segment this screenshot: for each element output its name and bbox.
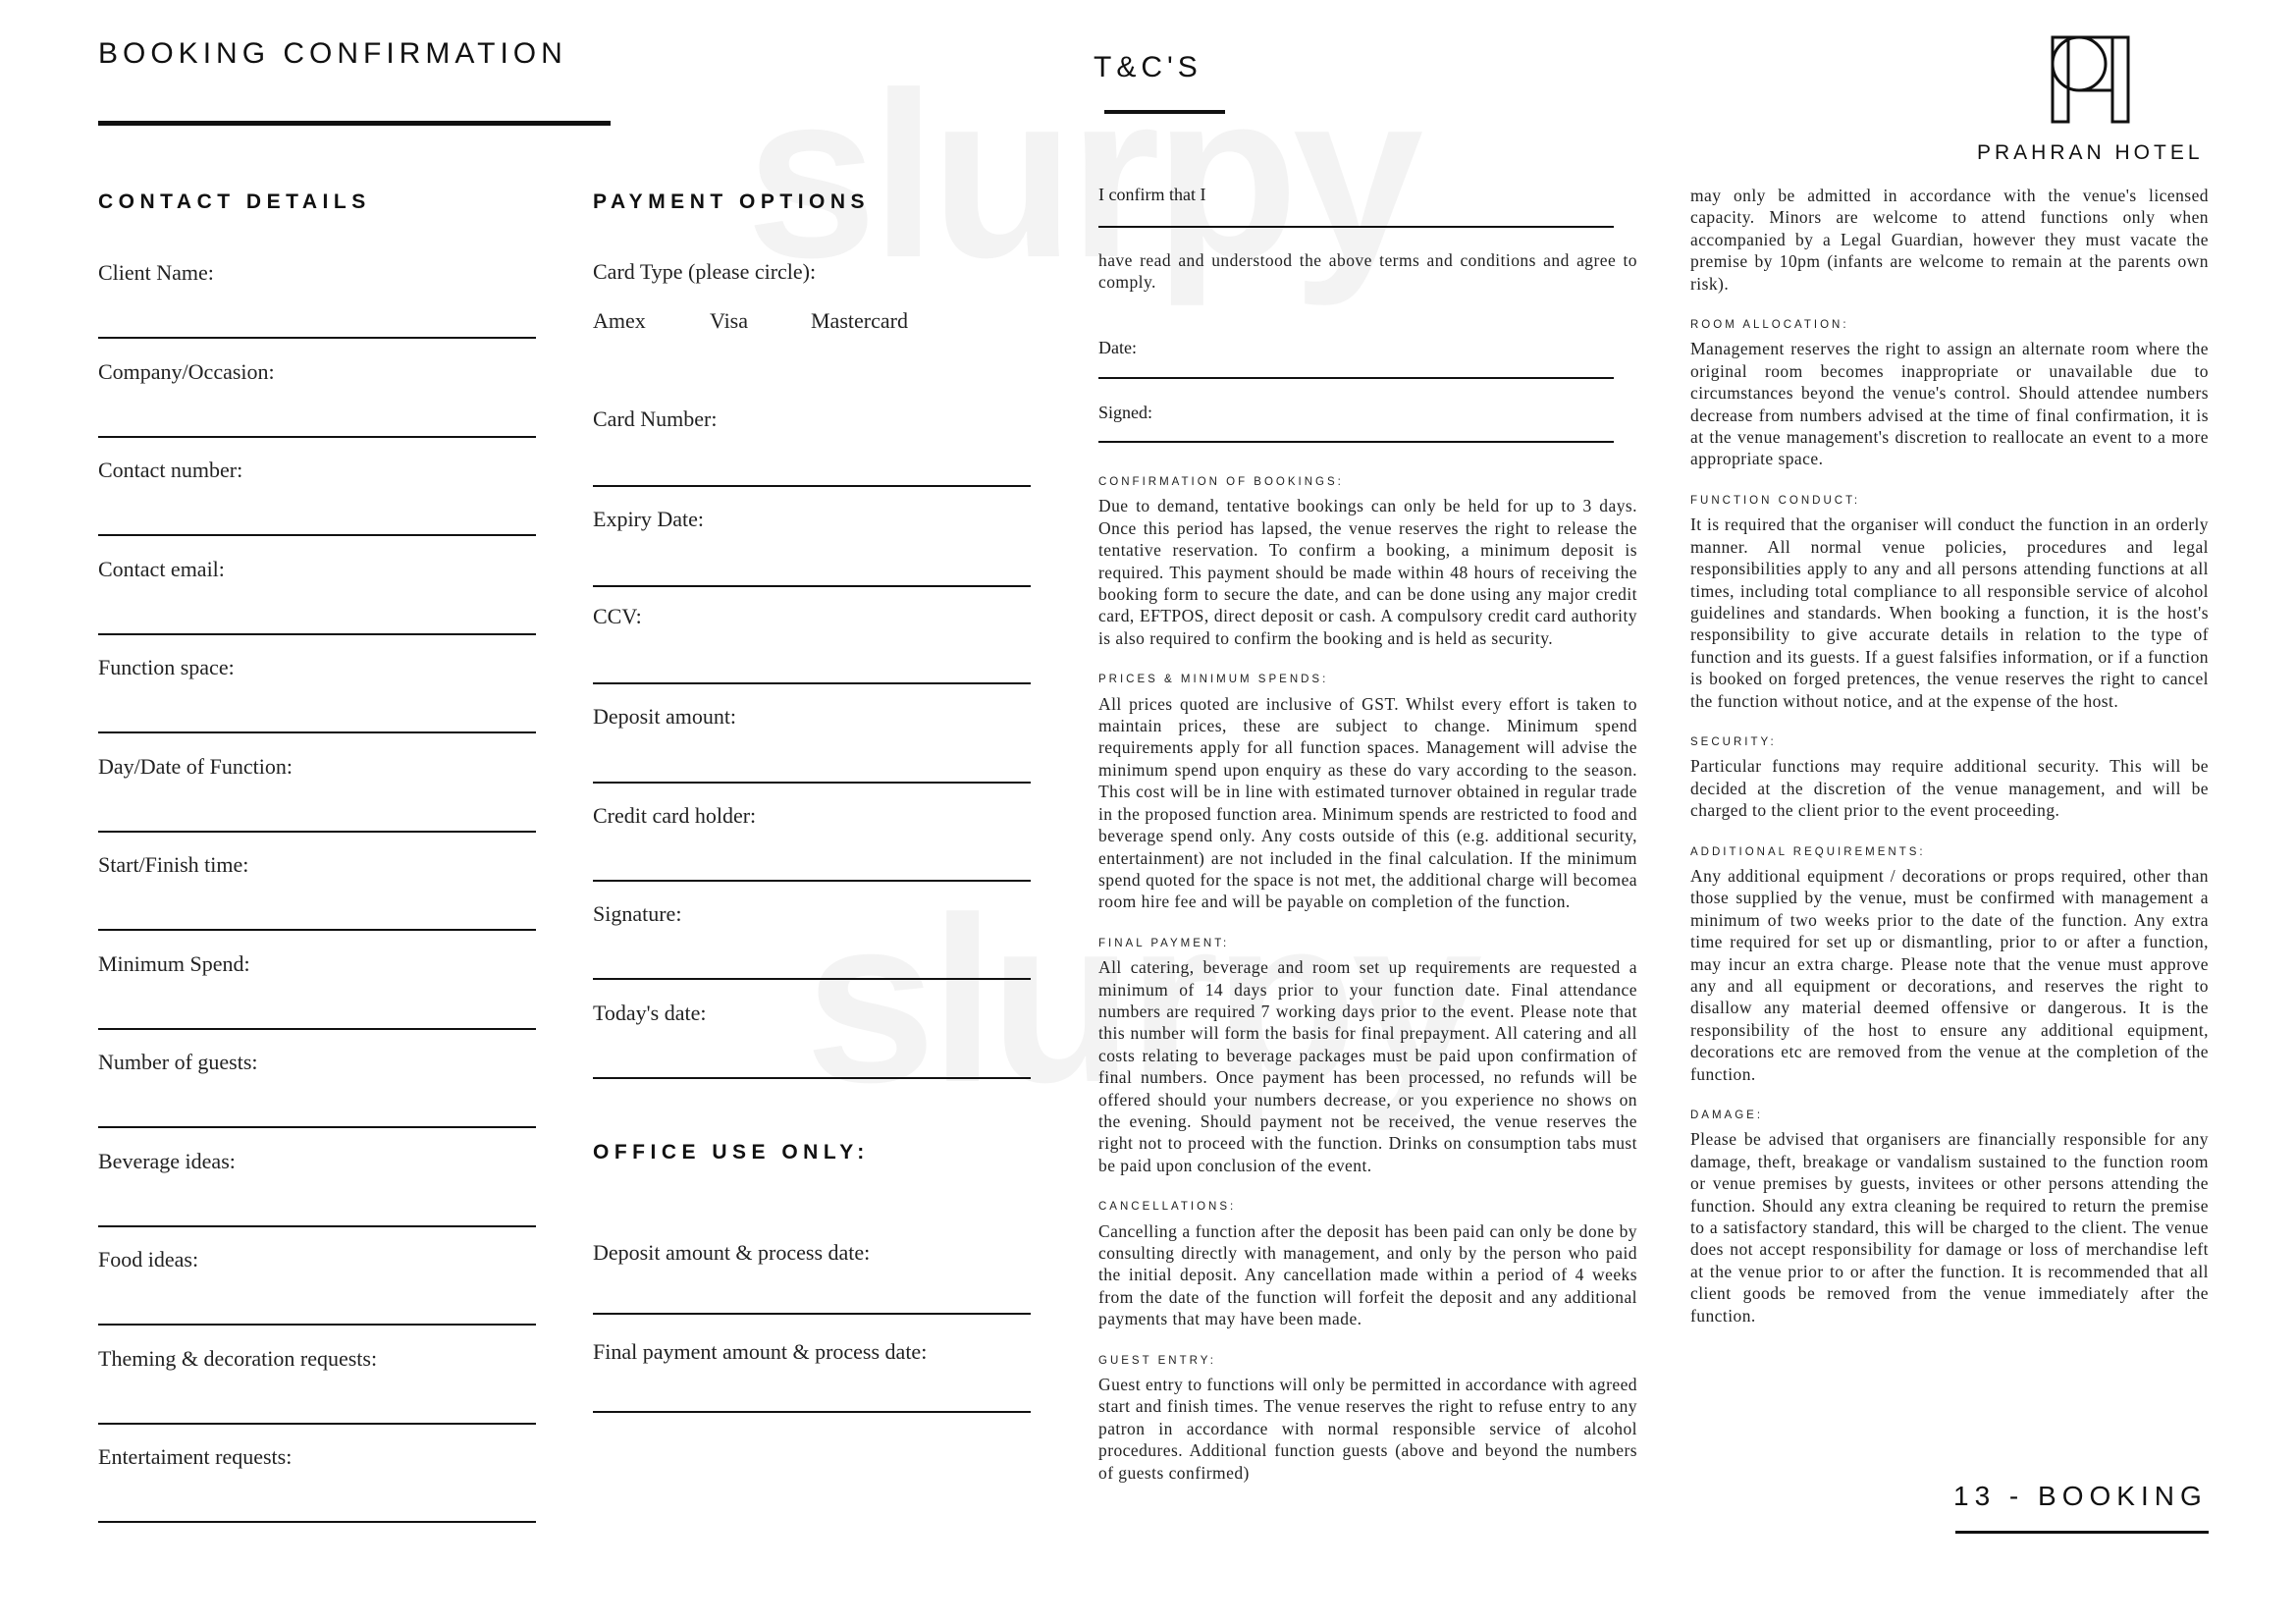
term-body: Guest entry to functions will only be permitted in accordance with agreed start and finish times. The venue reserves the right to refuse entry to any patron in accordance with normal responsible service of alcohol procedures. Additional function guests (above and beyond the numbers of guests confirmed) <box>1098 1375 1637 1483</box>
term-heading: CANCELLATIONS: <box>1098 1201 1237 1214</box>
field-line <box>98 436 536 438</box>
deposit-amount-label: Deposit amount: <box>593 704 737 729</box>
term-body: It is required that the organiser will conduct the function in an orderly manner. All normal venue policies, procedures and legal responsibilities apply to any and all persons attending functions at all times, including total compliance to all responsible service of alcohol guidelines and standards. When booking a function, it is the host's responsibility to give accurate details in relation to the type of function and its guests. If a guest falsifies information, or if a function is booked on forged pretences, the venue reserves the right to cancel the function without notice, and at the expense of the host. <box>1690 514 2209 711</box>
confirm-name-line[interactable] <box>1098 226 1614 228</box>
field-line <box>98 731 536 733</box>
tc-title: T&C'S <box>1094 51 1202 83</box>
card-option-amex[interactable]: Amex <box>593 308 646 333</box>
term-body: Particular functions may require additional security. This will be decided at the discretion of the venue management, and will be charged to the client prior to the event proceeding. <box>1690 756 2209 821</box>
number-of-guests-field[interactable] <box>98 1050 536 1149</box>
signature-line[interactable] <box>593 978 1031 980</box>
agreement-signed-line[interactable] <box>1098 441 1614 443</box>
term-heading: ADDITIONAL REQUIREMENTS: <box>1690 845 1926 858</box>
page-title: BOOKING CONFIRMATION <box>98 37 567 70</box>
payment-heading: PAYMENT OPTIONS <box>593 190 871 213</box>
company-occasion-field[interactable] <box>98 359 536 459</box>
field-line <box>98 1225 536 1227</box>
expiry-date-label: Expiry Date: <box>593 507 705 531</box>
terms-column-left <box>1098 452 1637 1484</box>
field-label: Beverage ideas: <box>98 1148 236 1173</box>
field-line <box>98 337 536 339</box>
field-line <box>98 1126 536 1128</box>
field-label: Food ideas: <box>98 1247 199 1272</box>
office-use-heading: OFFICE USE ONLY: <box>593 1141 870 1164</box>
field-label: Company/Occasion: <box>98 358 275 384</box>
term-body: All prices quoted are inclusive of GST. Whilst every effort is taken to maintain prices, these are subject to change. Minimum spend requirements apply for all function spaces. Management will advise the minimum spend upon enquiry as these do vary according to the season. This cost will be in line with estimated turnover obtained in regular trade in the proposed function area. Minimum spends are restricted to food and beverage spend only. Any costs outside of this (e.g. additional security, entertainment) are not included in the final calculation. If the minimum spend quoted for the space is not met, the additional charge will becomea room hire fee and will be payable on completion of the function. <box>1098 693 1637 912</box>
signature-label: Signature: <box>593 901 682 926</box>
field-line <box>98 1521 536 1523</box>
contact-heading: CONTACT DETAILS <box>98 190 371 213</box>
field-line <box>98 534 536 536</box>
card-number-line[interactable] <box>593 485 1031 487</box>
prahran-logo-icon <box>2050 35 2138 124</box>
term-heading: SECURITY: <box>1690 735 1777 748</box>
field-label: Contact email: <box>98 556 225 581</box>
field-label: Contact number: <box>98 458 243 482</box>
final-payment-date-line[interactable] <box>593 1411 1031 1413</box>
field-line <box>98 1423 536 1425</box>
term-body: Please be advised that organisers are financially responsible for any damage, theft, breakage or vandalism sustained to the function room or venue premises by guests, invitees or other persons attending the function. Should any extra cleaning be required to return the premise to a satisfactory standard, this will be charged to the client. The venue does not accept responsibility for damage or loss of merchandise left at the venue prior to or after the function. It is recommended that all client goods be removed from the venue immediately after the function. <box>1690 1129 2209 1326</box>
term-heading: PRICES & MINIMUM SPENDS: <box>1098 674 1329 686</box>
page-label: 13 - BOOKING <box>1953 1481 2208 1511</box>
card-option-visa[interactable]: Visa <box>710 308 749 333</box>
term-heading: FINAL PAYMENT: <box>1098 937 1230 949</box>
field-label: Entertaiment requests: <box>98 1444 293 1469</box>
ccv-label: CCV: <box>593 604 642 628</box>
term-body: Management reserves the right to assign an alternate room where the original room becomes inappropriate or unavailable due to circumstances beyond the venue's control. Should attendee numbers decrease from numbers advised at the time of final confirmation, it is at the venue management's discretion to reallocate an event to a more appropriate space. <box>1690 339 2209 469</box>
term-heading: CONFIRMATION OF BOOKINGS: <box>1098 476 1344 488</box>
contact-email-field[interactable] <box>98 557 536 656</box>
agreement-date-label: Date: <box>1098 338 1137 357</box>
card-holder-line[interactable] <box>593 880 1031 882</box>
field-line <box>98 831 536 833</box>
field-label: Minimum Spend: <box>98 950 250 976</box>
term-heading: DAMAGE: <box>1690 1110 1764 1122</box>
terms-column-right <box>1690 185 2209 1326</box>
term-body: Cancelling a function after the deposit has been paid can only be done by consulting directly with management, and only by the person who paid the initial deposit. Any cancellation made within a period of 4 weeks from the date of the function will forfeit the deposit and any additional payments that may have been made. <box>1098 1220 1637 1329</box>
field-label: Start/Finish time: <box>98 852 249 877</box>
term-body: Due to demand, tentative bookings can only be held for up to 3 days. Once this period has lapsed, the venue reserves the right to release the tentative reservation. To confirm a booking, a minimum deposit is required. This payment should be made within 48 hours of receiving the booking form to secure the date, and can be done using any major credit card, EFTPOS, direct deposit or cash. A compulsory credit card authority is also required to confirm the booking and is held as security. <box>1098 496 1637 648</box>
card-number-label: Card Number: <box>593 406 718 431</box>
minimum-spend-field[interactable] <box>98 951 536 1051</box>
todays-date-label: Today's date: <box>593 1001 707 1025</box>
brand-name: PRAHRAN HOTEL <box>1977 141 2204 164</box>
field-label: Number of guests: <box>98 1050 258 1074</box>
expiry-date-line[interactable] <box>593 585 1031 587</box>
function-date-field[interactable] <box>98 754 536 853</box>
agreement-date-line[interactable] <box>1098 377 1614 379</box>
entertainment-requests-field[interactable] <box>98 1444 536 1543</box>
confirm-label: I confirm that I <box>1098 185 1206 204</box>
term-body: All catering, beverage and room set up requirements are requested a minimum of 14 days prior to your function date. Final attendance numbers are required 7 working days prior to the event. Please note that this number will form the basis for final prepayment. All catering and all costs relating to beverage packages must be paid upon confirmation of final numbers. Once payment has been processed, no refunds will be offered should your numbers decrease, or you experience no shows on the evening. Should payment not be received, the venue reserves the right not to proceed with the function. Drinks on consumption tabs must be paid upon conclusion of the event. <box>1098 957 1637 1175</box>
term-heading: FUNCTION CONDUCT: <box>1690 494 1861 507</box>
client-name-field[interactable] <box>98 260 536 359</box>
field-label: Client Name: <box>98 260 214 285</box>
field-line <box>98 1324 536 1326</box>
term-body: may only be admitted in accordance with the venue's licensed capacity. Minors are welcome to attend functions only when accompanied by a Legal Guardian, however they must vacate the premise by 10pm (infants are welcome to remain at the parents own risk). <box>1690 186 2209 294</box>
function-space-field[interactable] <box>98 655 536 754</box>
start-finish-time-field[interactable] <box>98 852 536 951</box>
deposit-process-date-line[interactable] <box>593 1313 1031 1315</box>
tc-underline <box>1104 110 1225 114</box>
beverage-ideas-field[interactable] <box>98 1149 536 1248</box>
card-holder-label: Credit card holder: <box>593 803 757 828</box>
deposit-amount-line[interactable] <box>593 782 1031 784</box>
field-line <box>98 929 536 931</box>
term-heading: ROOM ALLOCATION: <box>1690 319 1849 332</box>
agreement-signed-label: Signed: <box>1098 403 1153 422</box>
field-label: Function space: <box>98 655 235 679</box>
todays-date-line[interactable] <box>593 1077 1031 1079</box>
agreement-statement: have read and understood the above terms and conditions and agree to comply. <box>1098 250 1637 293</box>
field-line <box>98 633 536 635</box>
term-heading: GUEST ENTRY: <box>1098 1354 1216 1367</box>
title-underline <box>98 121 611 126</box>
page-label-underline <box>1955 1531 2209 1534</box>
contact-number-field[interactable] <box>98 458 536 557</box>
ccv-line[interactable] <box>593 682 1031 684</box>
field-line <box>98 1028 536 1030</box>
card-type-label: Card Type (please circle): <box>593 259 817 284</box>
term-body: Any additional equipment / decorations or props required, other than those supplied by the venue, must be confirmed with management a minimum of two weeks prior to the date of the function. Any extra time required for set up or dismantling, prior to or after a function, may incur an extra charge. Please note that the venue must approve any and all equipment or decorations, and reserves the right to disallow any material deemed offensive or dangerous. It is the responsibility of the host to ensure any additional equipment, decorations etc are removed from the venue at the completion of the function. <box>1690 865 2209 1084</box>
field-label: Day/Date of Function: <box>98 753 293 779</box>
deposit-process-date-label: Deposit amount & process date: <box>593 1240 871 1265</box>
final-payment-date-label: Final payment amount & process date: <box>593 1339 928 1364</box>
field-label: Theming & decoration requests: <box>98 1345 378 1371</box>
card-option-mastercard[interactable]: Mastercard <box>811 308 908 333</box>
food-ideas-field[interactable] <box>98 1247 536 1346</box>
theming-requests-field[interactable] <box>98 1346 536 1445</box>
